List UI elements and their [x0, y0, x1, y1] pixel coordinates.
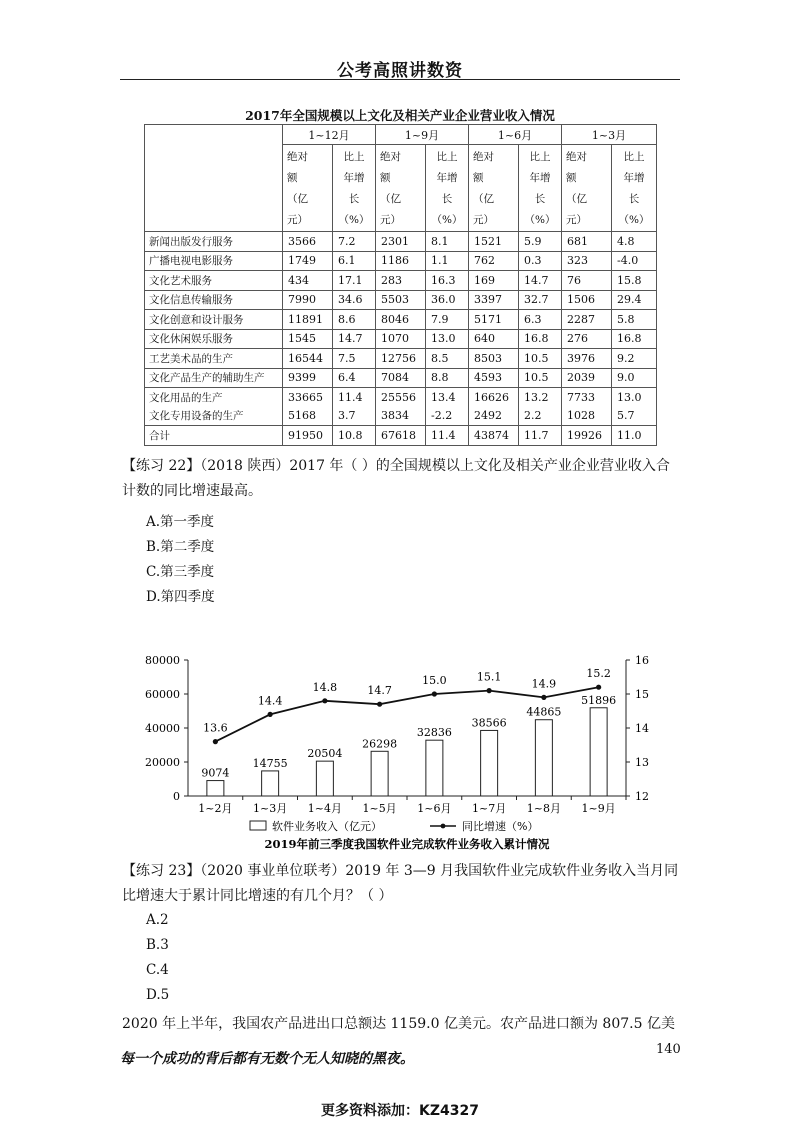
table-cell: 7.2: [333, 232, 376, 252]
table-cell: 67618: [376, 426, 426, 446]
footer-motto: 每一个成功的背后都有无数个无人知晓的黑夜。: [120, 1051, 414, 1067]
revenue-bar: [371, 751, 388, 796]
growth-value-label: 14.8: [312, 680, 338, 694]
table-row: [145, 271, 657, 291]
table-cell: -4.0: [612, 251, 657, 271]
table-cell: 169: [469, 271, 519, 291]
table-cell: 11.4: [426, 426, 469, 446]
q23-option-d[interactable]: D.5: [146, 987, 170, 1003]
table-cell: 2039: [562, 368, 612, 388]
bar-value-label: 9074: [201, 766, 230, 780]
growth-value-label: 14.4: [257, 694, 283, 708]
sub-header-text: （%）: [338, 214, 370, 226]
table-cell: 10.8: [333, 426, 376, 446]
sub-header-text: 绝对: [380, 151, 401, 163]
table-cell: 283: [376, 271, 426, 291]
q22-option-c[interactable]: C.第三季度: [146, 564, 215, 580]
table-cell: 3566: [283, 232, 333, 252]
row-label: 文化创意和设计服务: [145, 310, 283, 330]
left-tick-label: 20000: [145, 756, 180, 769]
row-label: 新闻出版发行服务: [145, 232, 283, 252]
q22-option-a[interactable]: A.第一季度: [146, 514, 215, 530]
table-cell: 323: [562, 251, 612, 271]
table-row: [145, 426, 657, 446]
growth-value-label: 15.2: [586, 667, 611, 681]
page-header-title: 公考高照讲数资: [337, 61, 463, 81]
sub-header-text: （%）: [524, 214, 556, 226]
table-cell: 14.7: [333, 329, 376, 349]
table-cell: 32.7: [519, 290, 562, 310]
revenue-bar: [590, 708, 607, 796]
sub-header-text: （亿: [473, 193, 494, 205]
bar-value-label: 14755: [252, 756, 288, 770]
revenue-bar: [481, 730, 498, 796]
table-cell: 13.4: [426, 388, 469, 407]
table-cell: 8.6: [333, 310, 376, 330]
row-label: 工艺美术品的生产: [145, 349, 283, 369]
page-number: 140: [656, 1042, 681, 1057]
table-cell: 12756: [376, 349, 426, 369]
revenue-bar: [316, 761, 333, 796]
row-label: 文化休闲娱乐服务: [145, 329, 283, 349]
sub-header-text: 额: [380, 172, 391, 184]
growth-value-label: 14.9: [531, 677, 557, 691]
table-cell: 3.7: [333, 407, 376, 426]
table-cell: 3976: [562, 349, 612, 369]
table-cell: 11.7: [519, 426, 562, 446]
x-tick-label: 1~2月: [198, 802, 233, 815]
table-cell: 16544: [283, 349, 333, 369]
table-cell: 5503: [376, 290, 426, 310]
table-cell: 10.5: [519, 368, 562, 388]
sub-header-text: 年增: [623, 172, 645, 184]
sub-header-text: 年增: [343, 172, 365, 184]
table-cell: 13.0: [612, 388, 657, 407]
table-cell: 3834: [376, 407, 426, 426]
sub-header-text: 长: [628, 193, 640, 205]
table-cell: 34.6: [333, 290, 376, 310]
revenue-bar: [535, 720, 552, 796]
table-cell: 276: [562, 329, 612, 349]
table-cell: 1186: [376, 251, 426, 271]
table-cell: 5168: [283, 407, 333, 426]
table-cell: 13.2: [519, 388, 562, 407]
table-cell: 8.5: [426, 349, 469, 369]
sub-header-yoy: [333, 145, 376, 232]
legend-bar-label: 软件业务收入（亿元）: [272, 820, 382, 833]
sub-header-text: 比上: [623, 151, 645, 163]
growth-value-label: 14.7: [367, 684, 392, 698]
sub-header-text: 比上: [529, 151, 551, 163]
table-cell: 7.5: [333, 349, 376, 369]
x-tick-label: 1~5月: [362, 802, 397, 815]
sub-header-text: 元）: [473, 214, 494, 226]
sub-header-text: 长: [348, 193, 360, 205]
sub-header-text: 长: [441, 193, 453, 205]
bar-value-label: 44865: [526, 705, 562, 719]
sub-header-yoy: [612, 145, 657, 232]
table-cell: 2492: [469, 407, 519, 426]
sub-header-text: 额: [287, 172, 298, 184]
table-cell: -2.2: [426, 407, 469, 426]
sub-header-text: 额: [566, 172, 577, 184]
table-cell: 14.7: [519, 271, 562, 291]
growth-value-label: 15.0: [422, 674, 447, 687]
table-cell: 6.3: [519, 310, 562, 330]
legend-bar-swatch: [250, 821, 266, 830]
table-cell: 11.4: [333, 388, 376, 407]
table-cell: 9.2: [612, 349, 657, 369]
table-cell: 5.8: [612, 310, 657, 330]
table-row: [145, 329, 657, 349]
table-cell: 7733: [562, 388, 612, 407]
sub-header-text: 年增: [529, 172, 551, 184]
table-cell: 681: [562, 232, 612, 252]
table-cell: 15.8: [612, 271, 657, 291]
left-tick-label: 80000: [145, 654, 180, 667]
growth-point: [432, 691, 437, 696]
table-cell: 5.7: [612, 407, 657, 426]
contact-note: 更多资料添加：KZ4327: [321, 1103, 479, 1119]
table-cell: 8046: [376, 310, 426, 330]
x-tick-label: 1~6月: [417, 802, 452, 815]
chart-title: 2019年前三季度我国软件业完成软件业务收入累计情况: [264, 837, 550, 851]
sub-header-yoy: [519, 145, 562, 232]
growth-point: [268, 712, 273, 717]
sub-header-text: 额: [473, 172, 484, 184]
bar-value-label: 38566: [471, 716, 507, 730]
sub-header-absolute: [283, 145, 333, 232]
sub-header-text: 元）: [380, 214, 401, 226]
revenue-table: [144, 124, 657, 446]
table-cell: 19926: [562, 426, 612, 446]
table-cell: 1545: [283, 329, 333, 349]
sub-header-text: 绝对: [566, 151, 587, 163]
table-cell: 10.5: [519, 349, 562, 369]
table-corner-cell: [145, 125, 283, 232]
growth-point: [541, 695, 546, 700]
table-row: [145, 407, 657, 426]
sub-header-text: 比上: [436, 151, 458, 163]
table-row: [145, 388, 657, 407]
sub-header-text: 比上: [343, 151, 365, 163]
growth-value-label: 15.1: [476, 670, 502, 684]
table-row: [145, 310, 657, 330]
table-cell: 1.1: [426, 251, 469, 271]
table-cell: 1070: [376, 329, 426, 349]
table-cell: 25556: [376, 388, 426, 407]
x-tick-label: 1~4月: [307, 802, 342, 815]
right-tick-label: 13: [635, 756, 649, 769]
period-header: 1~6月: [469, 125, 562, 145]
table-cell: 8.8: [426, 368, 469, 388]
table-cell: 9.0: [612, 368, 657, 388]
sub-header-text: （亿: [380, 193, 401, 205]
table-cell: 762: [469, 251, 519, 271]
left-tick-label: 40000: [145, 722, 180, 735]
table-row: [145, 232, 657, 252]
table-row: [145, 251, 657, 271]
table-cell: 16.8: [612, 329, 657, 349]
sub-header-text: （%）: [618, 214, 650, 226]
legend-line-marker: [441, 824, 446, 829]
x-tick-label: 1~7月: [472, 802, 507, 815]
table-cell: 434: [283, 271, 333, 291]
table-cell: 4593: [469, 368, 519, 388]
legend-line-label: 同比增速（%）: [462, 820, 539, 833]
table-cell: 7990: [283, 290, 333, 310]
table-row: [145, 349, 657, 369]
revenue-bar: [207, 781, 224, 796]
table-row: [145, 290, 657, 310]
sub-header-text: 长: [534, 193, 546, 205]
table-cell: 33665: [283, 388, 333, 407]
table-cell: 4.8: [612, 232, 657, 252]
row-label: 文化艺术服务: [145, 271, 283, 291]
question-22-line-1: 【练习 22】（2018 陕西）2017 年（ ）的全国规模以上文化及相关产业企业营业收入合: [122, 458, 670, 474]
table-cell: 640: [469, 329, 519, 349]
growth-point: [213, 739, 218, 744]
table-cell: 91950: [283, 426, 333, 446]
table-cell: 2287: [562, 310, 612, 330]
q23-option-b[interactable]: B.3: [146, 937, 169, 953]
row-label: 广播电视电影服务: [145, 251, 283, 271]
table-cell: 76: [562, 271, 612, 291]
x-tick-label: 1~9月: [581, 802, 616, 815]
growth-value-label: 13.6: [203, 721, 228, 735]
right-tick-label: 12: [635, 790, 649, 803]
table-cell: 3397: [469, 290, 519, 310]
table-cell: 2.2: [519, 407, 562, 426]
table-cell: 1749: [283, 251, 333, 271]
x-tick-label: 1~8月: [526, 802, 561, 815]
table-cell: 13.0: [426, 329, 469, 349]
left-tick-label: 60000: [145, 688, 180, 701]
sub-header-text: 绝对: [287, 151, 308, 163]
sub-header-text: 元）: [287, 214, 308, 226]
table-cell: 11.0: [612, 426, 657, 446]
growth-point: [487, 688, 492, 693]
growth-point: [377, 702, 382, 707]
table-cell: 1028: [562, 407, 612, 426]
table-cell: 5171: [469, 310, 519, 330]
table-row: [145, 368, 657, 388]
bar-value-label: 20504: [307, 747, 343, 761]
bar-value-label: 32836: [416, 726, 452, 740]
sub-header-absolute: [562, 145, 612, 232]
sub-header-absolute: [376, 145, 426, 232]
question-22-line-2: 计数的同比增速最高。: [122, 483, 262, 499]
sub-header-absolute: [469, 145, 519, 232]
left-tick-label: 0: [173, 790, 180, 803]
table-cell: 1506: [562, 290, 612, 310]
x-tick-label: 1~3月: [253, 802, 288, 815]
bar-value-label: 51896: [581, 693, 617, 707]
sub-header-text: 绝对: [473, 151, 494, 163]
table-cell: 17.1: [333, 271, 376, 291]
row-label: 文化信息传输服务: [145, 290, 283, 310]
row-label: 合计: [145, 426, 283, 446]
period-header: 1~12月: [283, 125, 376, 145]
question-23-line-1: 【练习 23】（2020 事业单位联考）2019 年 3—9 月我国软件业完成软件业务收入当月同: [122, 863, 679, 879]
sub-header-text: 年增: [436, 172, 458, 184]
period-header: 1~9月: [376, 125, 469, 145]
table-cell: 0.3: [519, 251, 562, 271]
passage-line-1: 2020 年上半年，我国农产品进出口总额达 1159.0 亿美元。农产品进口额为 807.5 亿美: [122, 1016, 675, 1032]
row-label: 文化专用设备的生产: [145, 407, 283, 426]
sub-header-text: （亿: [566, 193, 587, 205]
right-tick-label: 15: [635, 688, 649, 701]
table-cell: 16.8: [519, 329, 562, 349]
table-cell: 8503: [469, 349, 519, 369]
revenue-bar: [262, 771, 279, 796]
question-23-line-2: 比增速大于累计同比增速的有几个月？（ ）: [122, 888, 393, 904]
table-cell: 16.3: [426, 271, 469, 291]
q23-option-a[interactable]: A.2: [146, 912, 169, 928]
table-cell: 6.1: [333, 251, 376, 271]
table-cell: 7.9: [426, 310, 469, 330]
sub-header-yoy: [426, 145, 469, 232]
revenue-bar: [426, 740, 443, 796]
growth-point: [596, 685, 601, 690]
table-cell: 1521: [469, 232, 519, 252]
table-cell: 7084: [376, 368, 426, 388]
table-cell: 11891: [283, 310, 333, 330]
q22-option-b[interactable]: B.第二季度: [146, 539, 215, 555]
software-revenue-chart: [140, 648, 660, 853]
q22-option-d[interactable]: D.第四季度: [146, 589, 215, 605]
right-tick-label: 16: [635, 654, 649, 667]
period-header: 1~3月: [562, 125, 657, 145]
table-cell: 36.0: [426, 290, 469, 310]
table-cell: 6.4: [333, 368, 376, 388]
table-cell: 8.1: [426, 232, 469, 252]
bar-value-label: 26298: [362, 737, 398, 751]
table-cell: 5.9: [519, 232, 562, 252]
table-cell: 29.4: [612, 290, 657, 310]
sub-header-text: （亿: [287, 193, 308, 205]
row-label: 文化产品生产的辅助生产: [145, 368, 283, 388]
header-divider: [120, 79, 680, 80]
row-label: 文化用品的生产: [145, 388, 283, 407]
q23-option-c[interactable]: C.4: [146, 962, 169, 978]
table-title: 2017年全国规模以上文化及相关产业企业营业收入情况: [245, 108, 555, 123]
table-cell: 43874: [469, 426, 519, 446]
sub-header-text: 元）: [566, 214, 587, 226]
growth-point: [322, 698, 327, 703]
sub-header-text: （%）: [431, 214, 463, 226]
table-cell: 2301: [376, 232, 426, 252]
table-cell: 16626: [469, 388, 519, 407]
table-cell: 9399: [283, 368, 333, 388]
right-tick-label: 14: [635, 722, 649, 735]
